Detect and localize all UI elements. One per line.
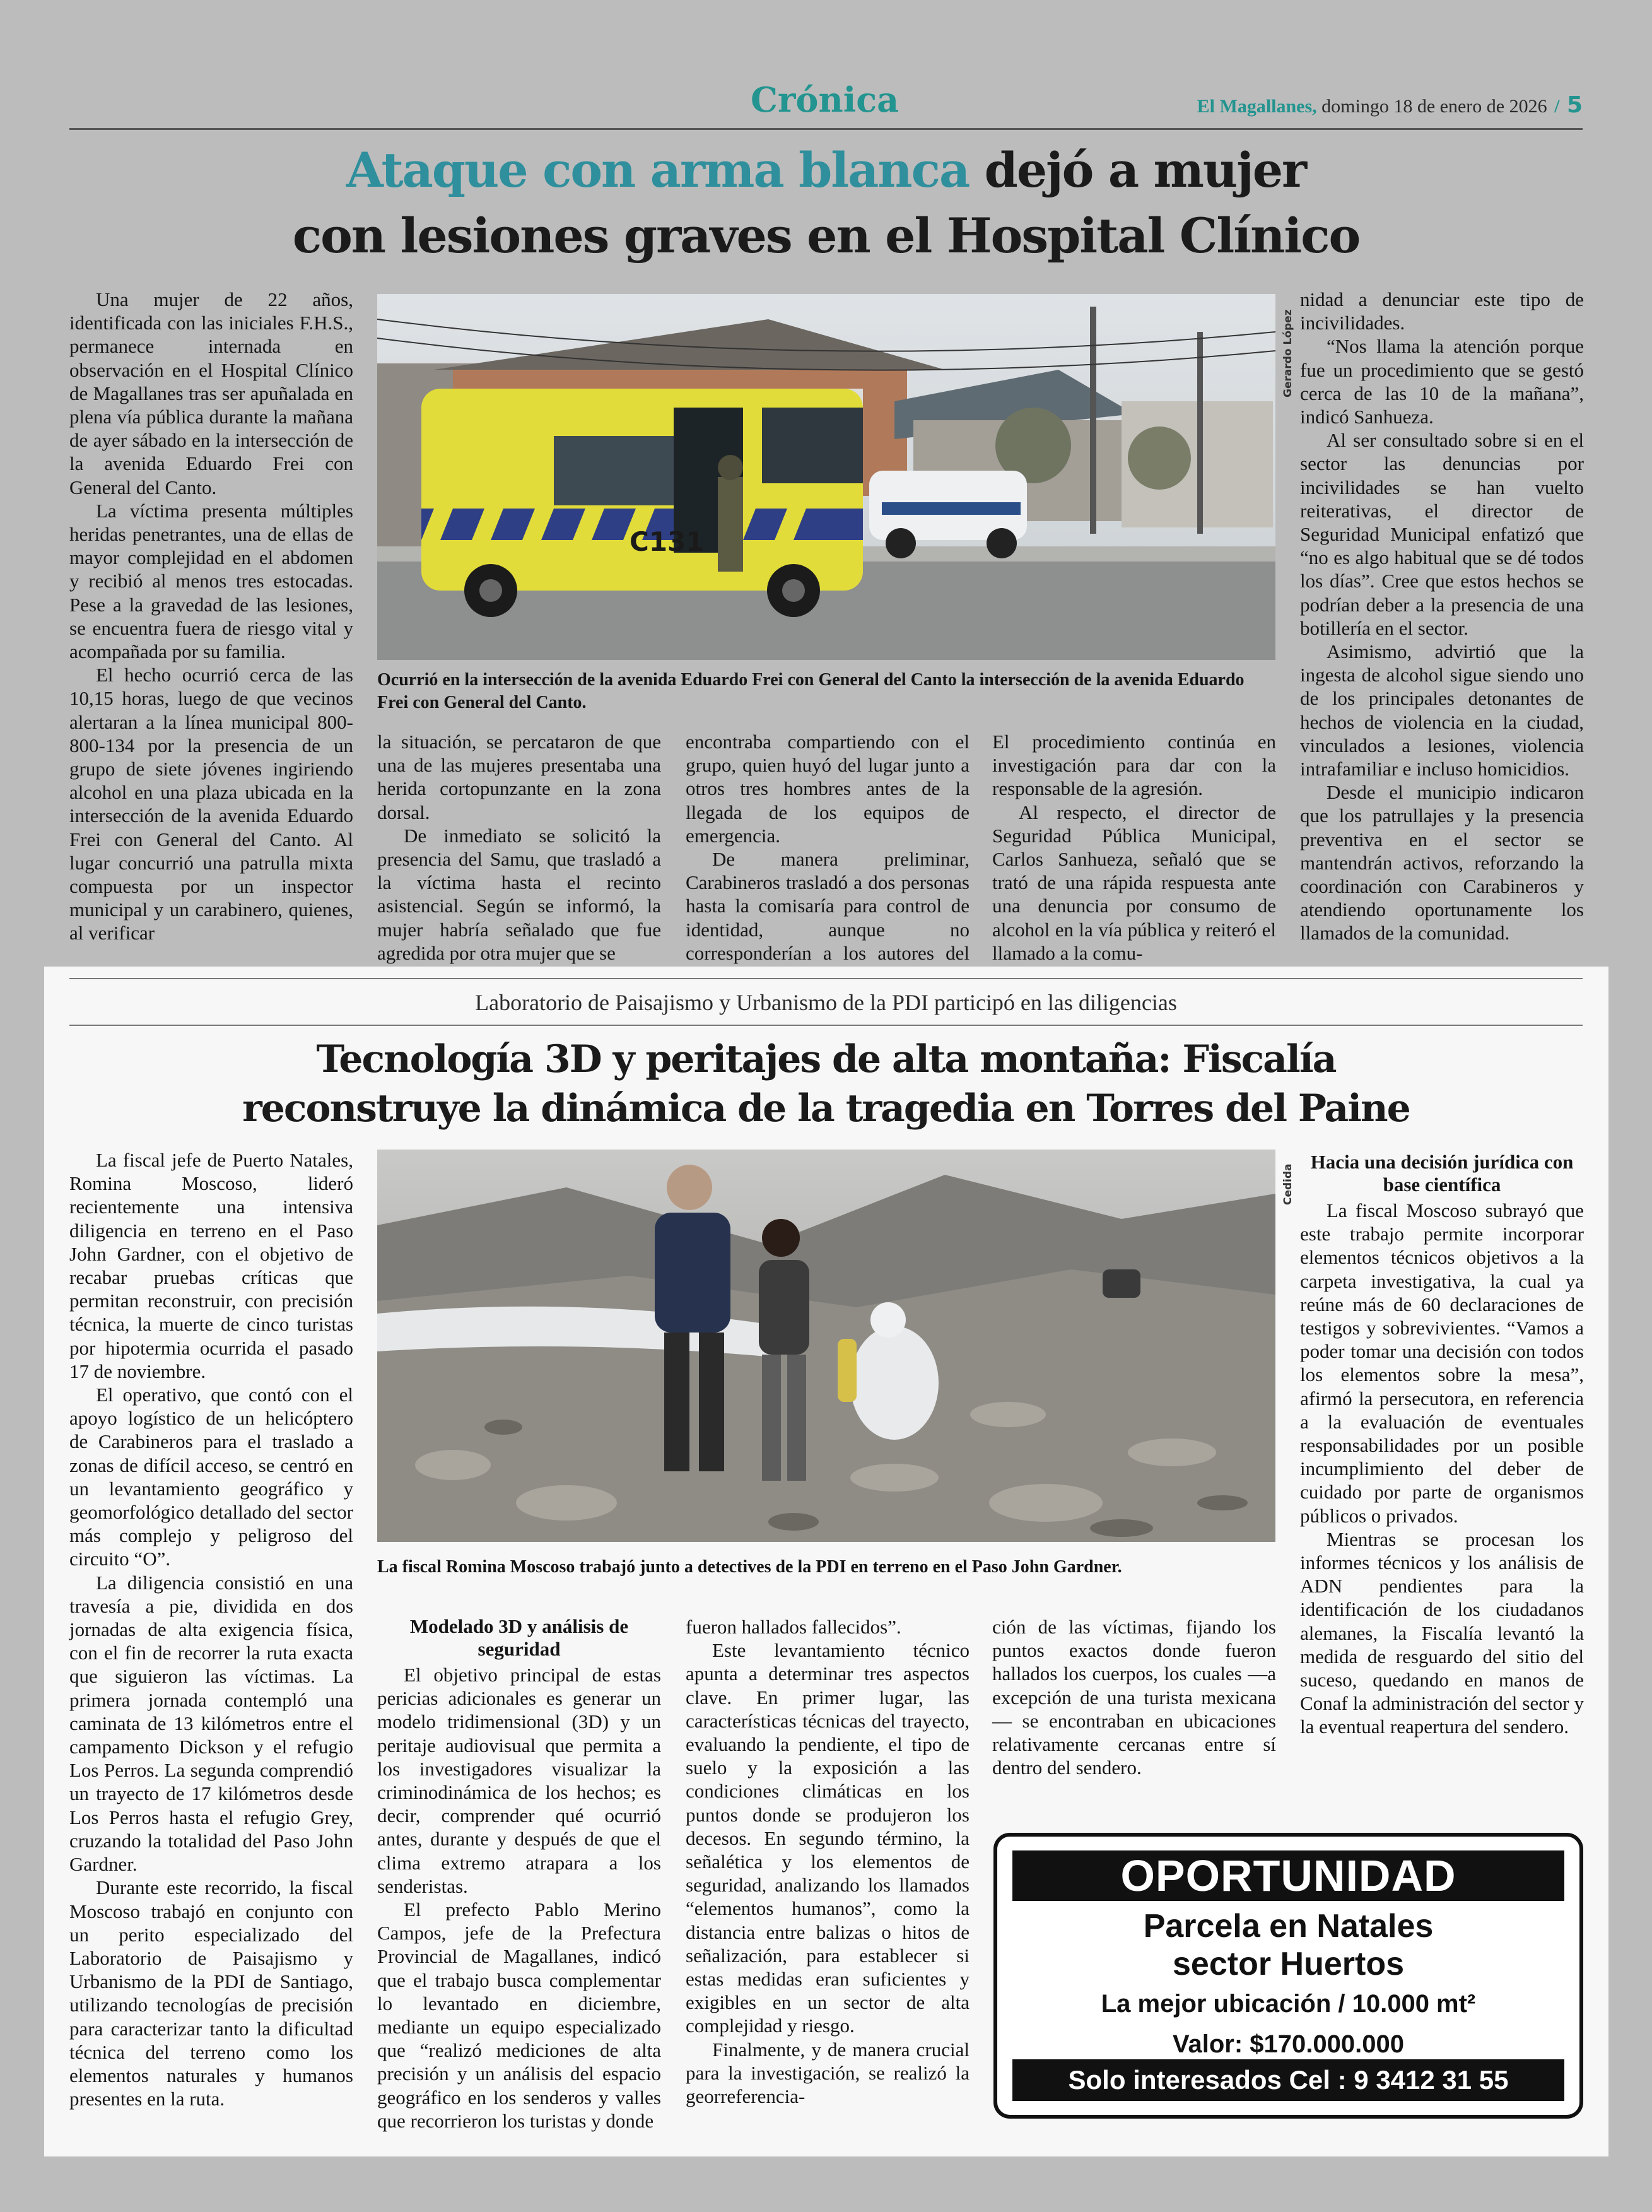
photo-credit: Gerardo López: [1282, 309, 1294, 397]
paragraph: El operativo, que contó con el apoyo logístico de un helicóptero de Carabineros para el traslado a zonas de difícil acceso, se centró en un levantamiento geográfico y geomorfológico detallado del sector más complejo y peligroso del circuito “O”.: [69, 1384, 353, 1570]
paragraph: De inmediato se solicitó la presencia del Samu, que trasladó a la víctima hasta el recinto asistencial. Según se informó, la mujer habría señalado que fue agredida por otra mujer que se: [377, 824, 661, 964]
paragraph: La diligencia consistió en una travesía a pie, dividida en dos jornadas de alta exigencia física, con el fin de recorrer la ruta exacta que siguieron las víctimas. La primera jornada contempló una caminata de 13 kilómetros entre el campamento Dickson y el refugio Los Perros. La segunda comprendió un trayecto de 17 kilómetros desde Los Perros hasta el refugio Grey, cruzando la totalidad del Paso John Gardner.: [69, 1571, 353, 1876]
headline-line1: Tecnología 3D y peritajes de alta montaña: Fiscalía: [316, 1037, 1336, 1081]
masthead-rule: [69, 128, 1583, 130]
paragraph: la situación, se percataron de que una de las mujeres presentaba una herida cortopunzante en la zona dorsal.: [377, 731, 661, 823]
article2-headline: [69, 1035, 1583, 1133]
paragraph: Al ser consultado sobre si en el sector las denuncias por incivilidades se han vuelto reiterativas, el director de Seguridad Municipal enfatizó que “no es algo habitual que se dé todos los días”. Cree que estos hechos se podrían deber a la presencia de una botillería en el sector.: [1300, 429, 1584, 639]
article1-column-1: [69, 288, 353, 945]
paragraph: fueron hallados fallecidos”.: [686, 1616, 901, 1638]
article2-column-3: [686, 1615, 970, 2108]
headline-accent: Ataque con arma blanca: [346, 142, 970, 198]
paragraph: Desde el municipio indicaron que los patrullajes y la presencia preventiva en el sector se mantendrán activos, reforzando la coordinación con Carabineros y atendiendo oportunamente los llamados de la comunidad.: [1300, 781, 1584, 944]
masthead-info: [1197, 92, 1583, 118]
paragraph: Finalmente, y de manera crucial para la investigación, se realizó la georreferencia-: [686, 2038, 970, 2108]
paragraph: Durante este recorrido, la fiscal Moscoso trabajó en conjunto con un perito especializado del Laboratorio de Paisajismo y Urbanismo de la PDI de Santiago, utilizando tecnologías de precisión para caracterizar tanto la dificultad técnica del terreno como los elementos naturales y humanos presentes en la ruta.: [69, 1876, 353, 2110]
paragraph: La víctima presenta múltiples heridas penetrantes, una de ellas de mayor complejidad en el abdomen y recibió al menos tres estocadas. Pese a la gravedad de las lesiones, se encuentra fuera de riesgo vital y acompañada por su familia.: [69, 499, 353, 663]
kicker-rule: [69, 1025, 1583, 1026]
ad-title: OPORTUNIDAD: [1012, 1850, 1564, 1901]
headline-line2: reconstruye la dinámica de la tragedia en Torres del Paine: [242, 1086, 1410, 1131]
article1-photo: [377, 294, 1275, 660]
article2-photo: [377, 1150, 1275, 1542]
masthead-separator: /: [1554, 96, 1560, 117]
paragraph: El hecho ocurrió cerca de las 10,15 horas, luego de que vecinos alertaran a la línea municipal 800-800-134 por la presencia de un grupo de siete jóvenes ingiriendo alcohol en una plaza ubicada en la intersección de la avenida Eduardo Frei con General del Canto. Al lugar concurrió una patrulla mixta compuesta por un inspector municipal y un carabinero, quienes, al verificar: [69, 664, 353, 944]
classified-ad: [993, 1833, 1583, 2119]
panel-top-rule: [69, 978, 1583, 979]
paragraph: Este levantamiento técnico apunta a determinar tres aspectos clave. En primer lugar, las características técnicas del trayecto, evaluando la pendiente, el tipo de suelo y la exposición a las condiciones climáticas en los puntos donde se produjeron los decesos. En segundo término, la señalética y los elementos de seguridad, analizando los llamados “elementos humanos”, como la distancia entre balizas o hitos de señalización, para establecer si estas medidas eran suficientes y exigibles en un sector de alta complejidad y riesgo.: [686, 1639, 970, 2037]
paragraph: Mientras se procesan los informes técnicos y los análisis de ADN pendientes para la identificación de los ciudadanos alemanes, la Fiscalía levantó la medida de resguardo del sitio del suceso, quedando en manos de Conaf la administración del sector y la eventual reapertura del sendero.: [1300, 1527, 1584, 1738]
article2-column-2: [377, 1615, 661, 2133]
ambulance-photo-illustration: [377, 294, 1275, 660]
section-subhead: Hacia una decisión jurídica con base científica: [1310, 1151, 1574, 1196]
paragraph: nidad a denunciar este tipo de incivilidades.: [1300, 288, 1584, 334]
article1-column-5: [1300, 288, 1584, 945]
paragraph: encontraba compartiendo con el grupo, quien huyó del lugar junto a otros tres hombres antes de la llegada de los equipos de emergencia.: [686, 731, 970, 847]
article2-column-4: [992, 1615, 1276, 1779]
paragraph: El objetivo principal de estas pericias adicionales es generar un modelo tridimensional (3D) y un peritaje audiovisual que permita a los investigadores visualizar la criminodinámica de los hechos; es decir, comprender qué ocurrió antes, durante y después de que el clima extremo atrapara a los senderistas.: [377, 1664, 661, 1897]
paragraph: El prefecto Pablo Merino Campos, jefe de la Prefectura Provincial de Magallanes, indicó que el trabajo busca complementar lo levantado en diciembre, mediante un equipo especializado que “realizó mediciones de alta precisión y un análisis del espacio geográfico en los senderos y valles que recorrieron los turistas y donde: [377, 1898, 661, 2132]
paragraph: Al respecto, el director de Seguridad Pública Municipal, Carlos Sanhueza, señaló que se trató de una rápida respuesta ante una denuncia por consumo de alcohol en la vía pública y reiteró el llamado a la comu-: [992, 801, 1276, 964]
ambulance-number: C131: [630, 526, 705, 557]
mountain-photo-illustration: [377, 1150, 1275, 1542]
paragraph: La fiscal jefe de Puerto Natales, Romina Moscoso, lideró recientemente una intensiva diligencia en terreno en el Paso John Gardner, con el objetivo de recabar pruebas críticas que permitan reconstruir, con precisión técnica, la muerte de cinco turistas por hipotermia ocurrida el pasado 17 de noviembre.: [69, 1149, 353, 1382]
page-number: 5: [1566, 92, 1583, 118]
article1-photo-caption: Ocurrió en la intersección de la avenida Eduardo Frei con General del Canto la intersección de la avenida Eduardo Frei con General del Canto.: [377, 670, 1245, 712]
ad-line-3: La mejor ubicación / 10.000 mt²: [1101, 1990, 1476, 2018]
article2-photo-caption: La fiscal Romina Moscoso trabajó junto a detectives de la PDI en terreno en el Paso John Gardner.: [377, 1557, 1122, 1577]
article2-column-1: [69, 1148, 353, 2110]
article2-kicker: Laboratorio de Paisajismo y Urbanismo de la PDI participó en las diligencias: [475, 990, 1177, 1015]
article1-column-2: [377, 730, 661, 965]
paragraph: De manera preliminar, Carabineros trasladó a dos personas hasta la comisaría para control de identidad, aunque no corresponderían a los autores del: [686, 848, 970, 964]
paragraph: Asimismo, advirtió que la ingesta de alcohol sigue siendo uno de los principales detonantes de hechos de violencia en la ciudad, vinculados a lesiones, violencia intrafamiliar e incluso homicidios.: [1300, 640, 1584, 780]
ad-line-2: sector Huertos: [1173, 1946, 1404, 1982]
paragraph: “Nos llama la atención porque fue un procedimiento que se gestó cerca de las 10 de la mañana”, indicó Sanhueza.: [1300, 335, 1584, 428]
headline-line2: con lesiones graves en el Hospital Clínico: [292, 208, 1360, 264]
section-name: Crónica: [751, 79, 899, 120]
photo-credit: Cedida: [1282, 1163, 1294, 1205]
paragraph: La fiscal Moscoso subrayó que este trabajo permite incorporar elementos técnicos objetivos a la carpeta investigativa, la cual ya reúne más de 60 declaraciones de testigos y sobrevivientes. “Vamos a poder tomar una decisión con todos los elementos sobre la mesa”, afirmó la persecutora, en referencia a la evaluación de eventuales responsabilidades por un posible incumplimiento del deber de cuidado por parte de organismos públicos o privados.: [1300, 1199, 1584, 1527]
article1-column-4: [992, 730, 1276, 965]
article1-column-3: [686, 730, 970, 988]
paragraph: Una mujer de 22 años, identificada con las iniciales F.H.S., permanece internada en observación en el Hospital Clínico de Magallanes tras ser apuñalada en plena vía pública durante la mañana de ayer sábado en la intersección de la avenida Eduardo Frei con General del Canto.: [69, 288, 353, 498]
issue-date: domingo 18 de enero de 2026: [1321, 96, 1547, 117]
article2-column-5: [1300, 1151, 1584, 1739]
headline-rest: dejó a mujer: [984, 142, 1306, 198]
ad-line-4: Valor: $170.000.000: [1173, 2030, 1404, 2058]
newspaper-name: El Magallanes,: [1197, 96, 1317, 117]
section-subhead: Modelado 3D y análisis de seguridad: [409, 1615, 629, 1660]
article1-headline: [69, 138, 1583, 269]
paragraph: ción de las víctimas, fijando los puntos exactos donde fueron hallados los cuerpos, los cuales —a excepción de una turista mexicana— se encontraban en ubicaciones relativamente cercanas entre sí dentro del sendero.: [992, 1616, 1276, 1779]
ad-contact: Solo interesados Cel : 9 3412 31 55: [1012, 2059, 1564, 2101]
paragraph: El procedimiento continúa en investigación para dar con la responsable de la agresión.: [992, 731, 1276, 800]
ad-line-1: Parcela en Natales: [1143, 1908, 1434, 1944]
